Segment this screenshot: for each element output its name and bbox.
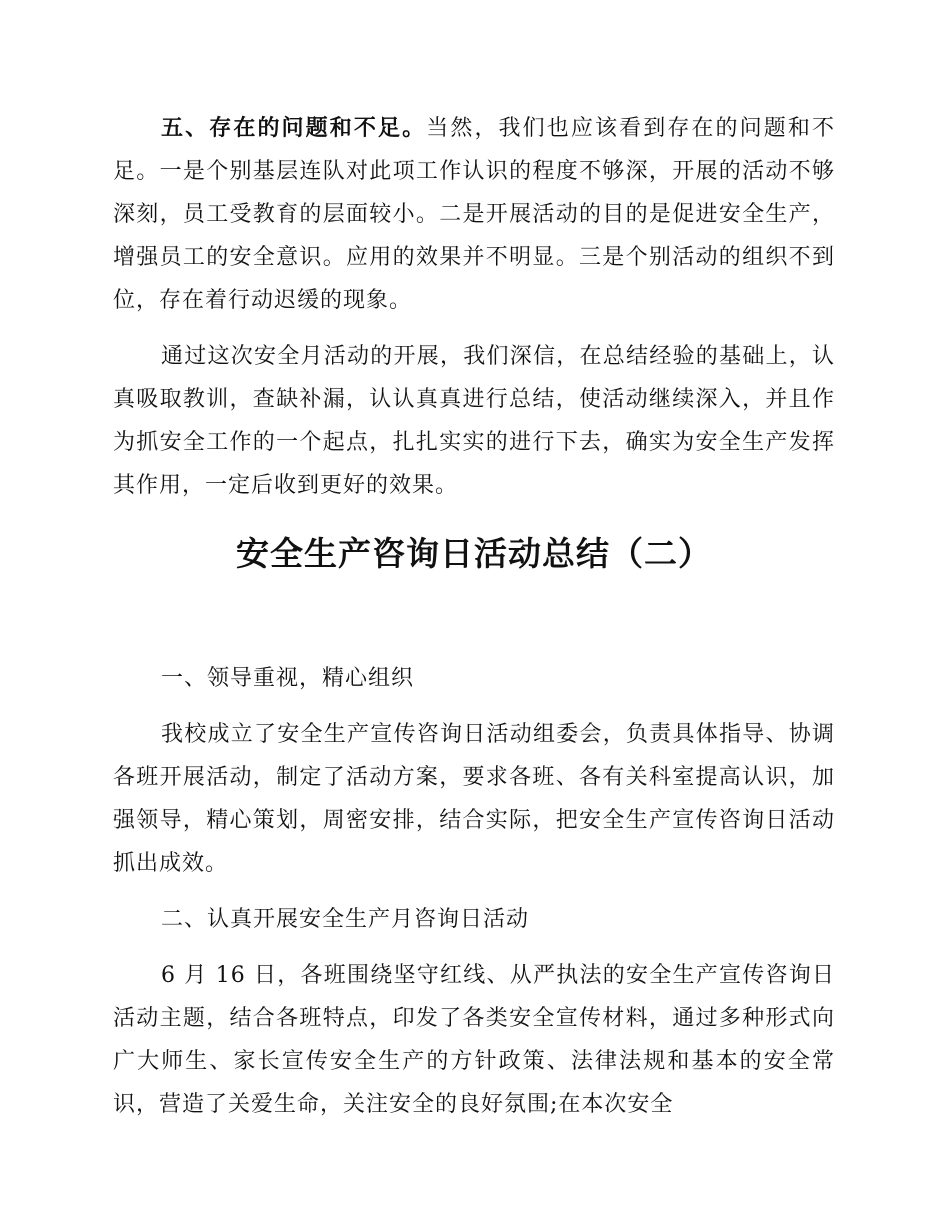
- section-spacer: [113, 700, 835, 713]
- paragraph-text: 通过这次安全月活动的开展，我们深信，在总结经验的基础上，认真吸取教训，查缺补漏，认认真真进行总结，使活动继续深入，并且作为抓安全工作的一个起点，扎扎实实的进行下去，确实为安全生产发挥其作用，一定后收到更好的效果。: [113, 344, 835, 498]
- section-paragraph-1: [113, 713, 835, 885]
- paragraph-conclusion: [113, 335, 835, 507]
- paragraph-text: 6 月 16 日，各班围绕坚守红线、从严执法的安全生产宣传咨询日活动主题，结合各班特点，印发了各类安全宣传材料，通过多种形式向广大师生、家长宣传安全生产的方针政策、法律法规和基本的安全常识，营造了关爱生命，关注安全的良好氛围;在本次安全: [113, 963, 835, 1117]
- paragraph-text: 我校成立了安全生产宣传咨询日活动组委会，负责具体指导、协调各班开展活动，制定了活动方案，要求各班、各有关科室提高认识，加强领导，精心策划，周密安排，结合实际，把安全生产宣传咨询日活动抓出成效。: [113, 722, 835, 876]
- section-spacer: [113, 941, 835, 954]
- paragraph-text: 当然，我们也应该看到存在的问题和不足。一是个别基层连队对此项工作认识的程度不够深，开展的活动不够深刻，员工受教育的层面较小。二是开展活动的目的是促进安全生产，增强员工的安全意识。应用的效果并不明显。三是个别活动的组织不到位，存在着行动迟缓的现象。: [113, 116, 835, 313]
- document-title: 安全生产咨询日活动总结（二）: [236, 534, 712, 573]
- section-paragraph-2: [113, 954, 835, 1126]
- document-body: [113, 107, 835, 1139]
- title-spacer: [113, 575, 835, 657]
- section-heading-2: 二、认真开展安全生产月咨询日活动: [161, 907, 530, 932]
- paragraph-lead-heading: 五、存在的问题和不足。: [161, 116, 427, 141]
- section-heading-1: 一、领导重视，精心组织: [161, 666, 415, 691]
- paragraph-problems: [113, 107, 835, 322]
